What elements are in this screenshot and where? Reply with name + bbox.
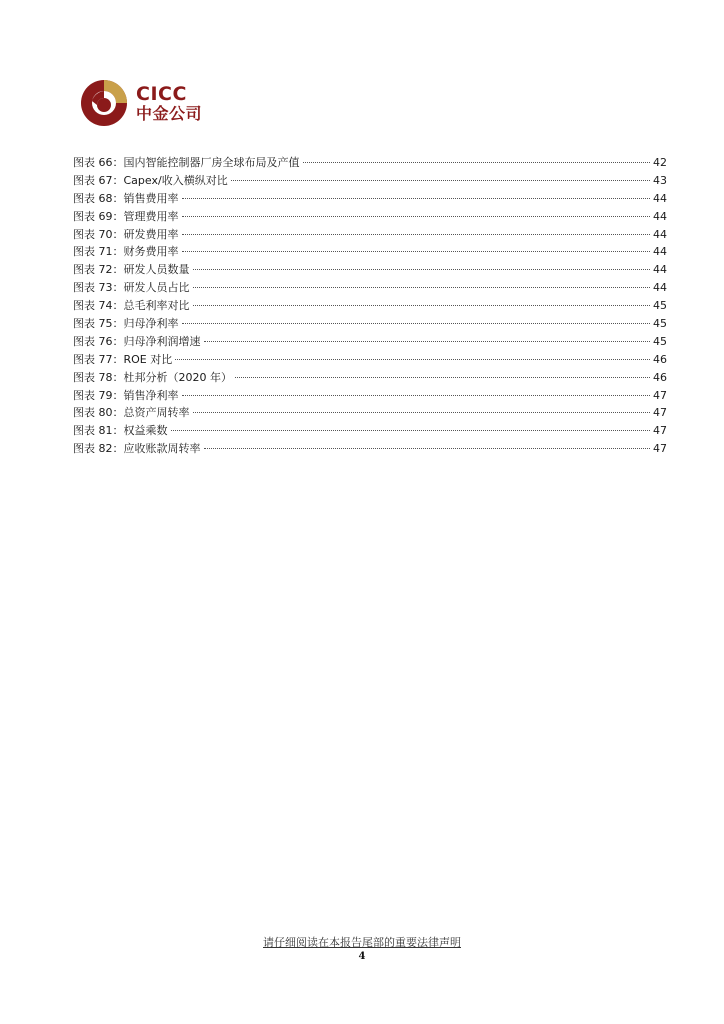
- toc-figure-title: 销售净利率: [123, 388, 179, 402]
- toc-page-number: 44: [653, 227, 667, 241]
- toc-entry[interactable]: [73, 351, 667, 369]
- logo-text-cn: 中金公司: [136, 103, 203, 123]
- toc-figure-title: 总资产周转率: [123, 406, 190, 420]
- toc-page-number: 44: [653, 209, 667, 223]
- toc-entry[interactable]: [73, 190, 667, 208]
- toc-entry[interactable]: [73, 279, 667, 297]
- toc-entry[interactable]: [73, 172, 667, 190]
- dot-leader: [182, 251, 651, 252]
- dot-leader: [182, 216, 651, 217]
- legal-notice: [0, 934, 724, 950]
- toc-page-number: 46: [653, 352, 667, 366]
- toc-figure-label: 图表 71：: [73, 245, 124, 259]
- toc-page-number: 42: [653, 156, 667, 169]
- toc-page-number: 43: [653, 173, 667, 187]
- dot-leader: [171, 430, 651, 431]
- toc-figure-title: 归母净利润增速: [123, 334, 201, 348]
- toc-page-number: 46: [653, 370, 667, 384]
- toc-entry[interactable]: [73, 440, 667, 458]
- cicc-logo-icon: [80, 79, 128, 127]
- legal-notice-text: 请仔细阅读在本报告尾部的重要法律声明: [263, 936, 461, 949]
- toc-entry[interactable]: [73, 404, 667, 422]
- toc-figure-label: 图表 77：: [73, 352, 124, 366]
- toc-page-number: 45: [653, 317, 667, 331]
- toc-figure-title: 归母净利率: [123, 317, 179, 331]
- logo-text-en: CICC: [136, 82, 187, 105]
- toc-page-number: 44: [653, 245, 667, 259]
- toc-figure-label: 图表 75：: [73, 317, 124, 331]
- toc-figure-label: 图表 72：: [73, 263, 124, 277]
- toc-page-number: 47: [653, 406, 667, 420]
- dot-leader: [204, 448, 651, 449]
- toc-figure-title: ROE 对比: [123, 352, 173, 366]
- toc-figure-title: 研发人员占比: [123, 281, 190, 295]
- dot-leader: [193, 269, 651, 270]
- toc-page-number: 44: [653, 191, 667, 205]
- toc-figure-label: 图表 68：: [73, 191, 124, 205]
- toc-figure-label: 图表 70：: [73, 227, 124, 241]
- dot-leader: [182, 395, 651, 396]
- toc-figure-label: 图表 74：: [73, 299, 124, 313]
- toc-page-number: 45: [653, 334, 667, 348]
- toc-figure-label: 图表 67：: [73, 173, 124, 187]
- table-of-figures: [73, 154, 667, 458]
- dot-leader: [231, 180, 650, 181]
- toc-entry[interactable]: [73, 369, 667, 387]
- toc-page-number: 45: [653, 299, 667, 313]
- toc-entry[interactable]: [73, 261, 667, 279]
- company-logo: [80, 79, 202, 127]
- toc-figure-label: 图表 78：: [73, 370, 124, 384]
- toc-page-number: 47: [653, 388, 667, 402]
- toc-page-number: 47: [653, 442, 667, 456]
- page-number: 4: [358, 951, 366, 962]
- toc-page-number: 44: [653, 281, 667, 295]
- toc-figure-title: 销售费用率: [123, 191, 179, 205]
- toc-figure-label: 图表 76：: [73, 334, 124, 348]
- toc-entry[interactable]: [73, 422, 667, 440]
- dot-leader: [175, 359, 650, 360]
- toc-entry[interactable]: [73, 297, 667, 315]
- toc-figure-title: 管理费用率: [123, 209, 179, 223]
- dot-leader: [235, 377, 650, 378]
- toc-entry[interactable]: [73, 226, 667, 244]
- toc-entry[interactable]: [73, 387, 667, 405]
- toc-figure-label: 图表 81：: [73, 424, 124, 438]
- toc-entry[interactable]: [73, 243, 667, 261]
- toc-figure-title: Capex/收入横纵对比: [123, 173, 228, 187]
- dot-leader: [182, 234, 651, 235]
- toc-page-number: 44: [653, 263, 667, 277]
- toc-figure-label: 图表 82：: [73, 442, 124, 456]
- toc-figure-title: 应收账款周转率: [123, 442, 201, 456]
- toc-figure-title: 总毛利率对比: [123, 299, 190, 313]
- toc-figure-label: 图表 66：: [73, 156, 124, 169]
- dot-leader: [182, 198, 651, 199]
- toc-figure-label: 图表 69：: [73, 209, 124, 223]
- toc-entry[interactable]: [73, 315, 667, 333]
- toc-entry[interactable]: [73, 333, 667, 351]
- toc-figure-label: 图表 79：: [73, 388, 124, 402]
- dot-leader: [193, 305, 651, 306]
- toc-figure-title: 财务费用率: [123, 245, 179, 259]
- toc-figure-label: 图表 80：: [73, 406, 124, 420]
- dot-leader: [193, 287, 651, 288]
- dot-leader: [182, 323, 651, 324]
- toc-entry[interactable]: [73, 208, 667, 226]
- toc-entry[interactable]: [73, 154, 667, 172]
- toc-figure-title: 研发人员数量: [123, 263, 190, 277]
- dot-leader: [193, 412, 651, 413]
- toc-figure-label: 图表 73：: [73, 281, 124, 295]
- toc-page-number: 47: [653, 424, 667, 438]
- toc-figure-title: 权益乘数: [123, 424, 168, 438]
- toc-figure-title: 杜邦分析（2020 年）: [123, 370, 232, 384]
- dot-leader: [204, 341, 651, 342]
- toc-figure-title: 研发费用率: [123, 227, 179, 241]
- toc-figure-title: 国内智能控制器厂房全球布局及产值: [123, 156, 300, 169]
- dot-leader: [303, 162, 651, 163]
